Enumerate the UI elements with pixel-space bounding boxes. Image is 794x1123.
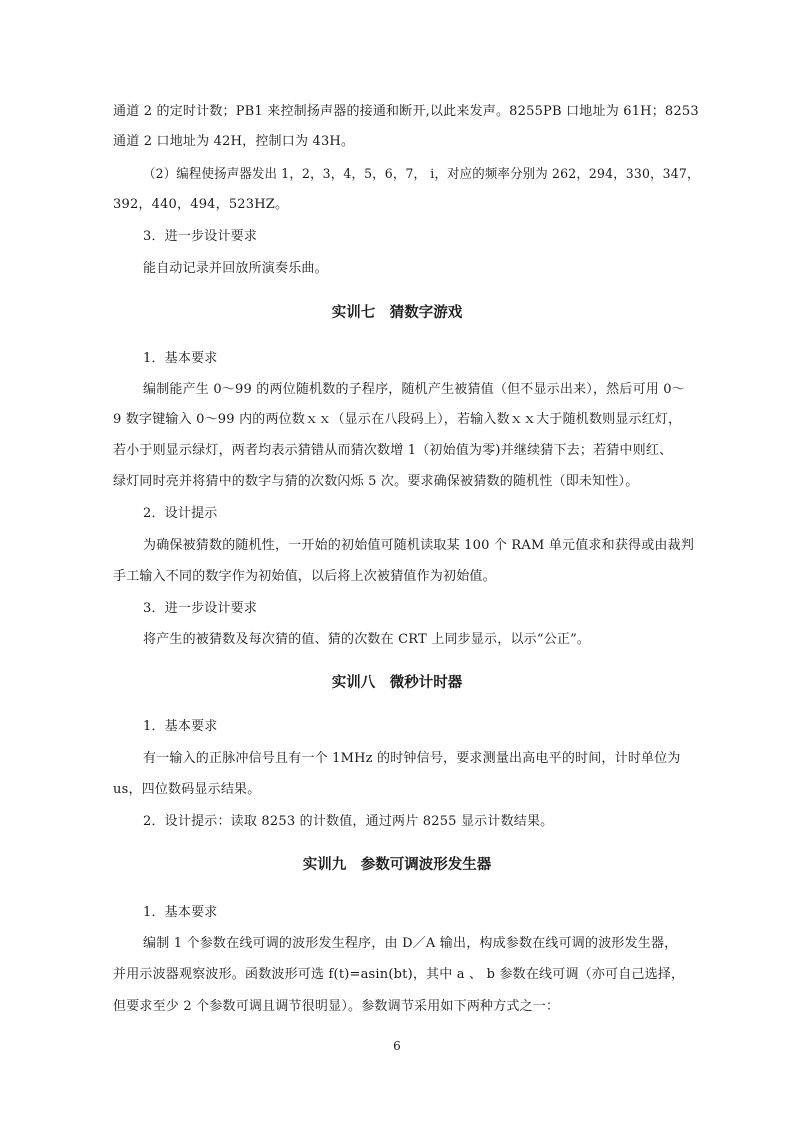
- section-heading: 实训八 微秒计时器: [331, 675, 463, 691]
- text-line: 绿灯同时亮并将猜中的数字与猜的次数闪烁 5 次。要求确保被猜数的随机性（即未知性）。: [113, 474, 639, 489]
- text-line: 通道 2 的定时计数；PB1 来控制扬声器的接通和断开,以此来发声。8255PB 口地址为 61H；8253: [113, 104, 699, 119]
- text-line: 1．基本要求: [143, 905, 218, 920]
- page-number: 6: [393, 1039, 401, 1053]
- text-line: 1．基本要求: [143, 351, 218, 366]
- text-line: 通道 2 口地址为 42H，控制口为 43H。: [113, 134, 355, 149]
- text-line: 若小于则显示绿灯，两者均表示猜错从而猜次数增 1（初始值为零)并继续猜下去；若猜中则红、: [113, 443, 673, 458]
- text-line: 将产生的被猜数及每次猜的值、猜的次数在 CRT 上同步显示，以示“公正”。: [143, 632, 591, 647]
- text-line: 但要求至少 2 个参数可调且调节很明显）。参数调节采用如下两种方式之一：: [113, 999, 560, 1014]
- text-line: 编制能产生 0～99 的两位随机数的子程序，随机产生被猜值（但不显示出来），然后可用 0～: [143, 382, 685, 397]
- text-line: 3．进一步设计要求: [143, 229, 258, 244]
- text-line: 1．基本要求: [143, 719, 218, 734]
- text-line: 手工输入不同的数字作为初始值，以后将上次被猜值作为初始值。: [113, 569, 496, 584]
- text-line: 为确保被猜数的随机性，一开始的初始值可随机读取某 100 个 RAM 单元值求和获得或由裁判: [143, 538, 695, 553]
- section-heading: 实训七 猜数字游戏: [331, 305, 463, 321]
- text-line: 有一输入的正脉冲信号且有一个 1MHz 的时钟信号，要求测量出高电平的时间，计时单位为: [143, 751, 681, 766]
- section-heading: 实训九 参数可调波形发生器: [302, 857, 492, 873]
- text-line: 编制 1 个参数在线可调的波形发生程序，由 D／A 输出，构成参数在线可调的波形发生器，: [143, 936, 678, 951]
- text-line: 2．设计提示: [143, 506, 218, 521]
- text-line: 3．进一步设计要求: [143, 601, 258, 616]
- text-line: 392，440，494，523HZ。: [113, 197, 289, 212]
- text-line: 并用示波器观察波形。函数波形可选 f(t)=asin(bt)，其中 a 、 b 参数在线可调（亦可自己选择，: [113, 967, 685, 982]
- text-line: 2．设计提示：读取 8253 的计数值，通过两片 8255 显示计数结果。: [143, 814, 554, 829]
- text-line: us，四位数码显示结果。: [113, 782, 261, 797]
- text-line: （2）编程使扬声器发出 1，2，3，4，5，6，7， i，对应的频率分别为 262，294，330，347，: [143, 167, 700, 182]
- text-line: 9 数字键输入 0～99 内的两位数ｘｘ（显示在八段码上），若输入数ｘｘ大于随机数则显示红灯，: [113, 412, 682, 427]
- text-line: 能自动记录并回放所演奏乐曲。: [143, 261, 328, 276]
